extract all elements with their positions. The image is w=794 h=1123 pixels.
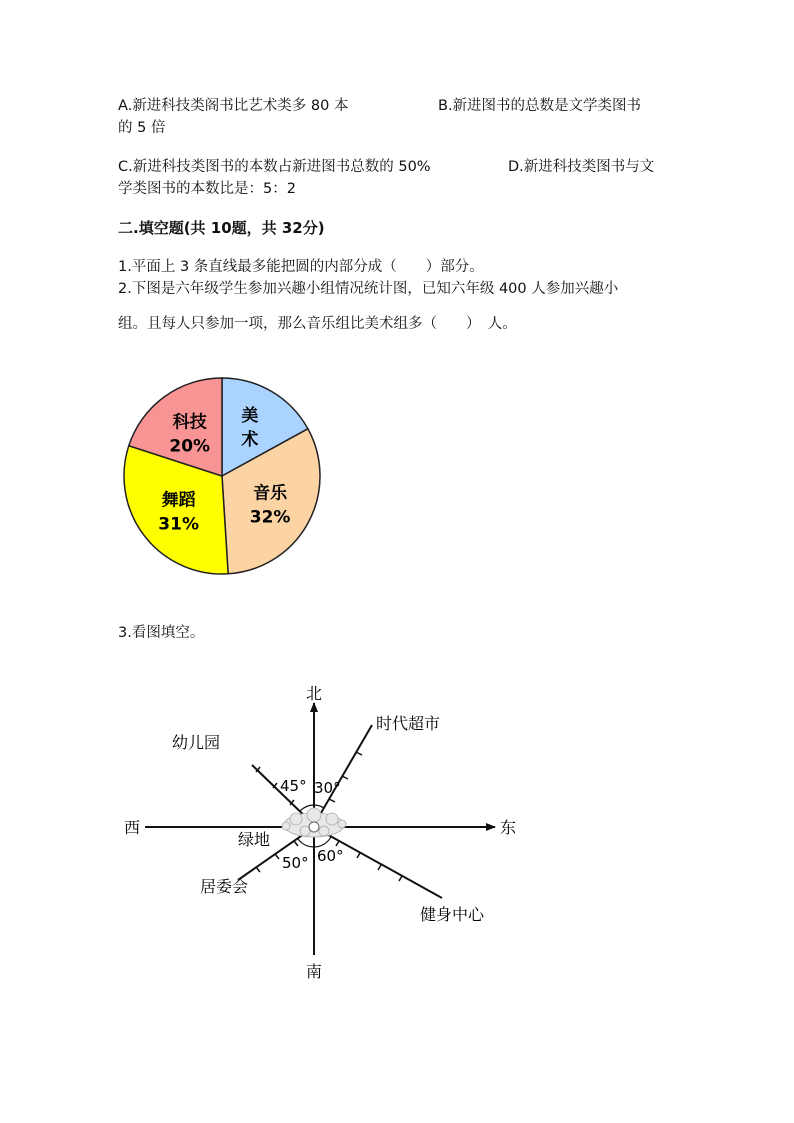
direction-map xyxy=(110,675,530,990)
question-3: 3.看图填空。 xyxy=(118,625,205,641)
pie-percent-3: 20% xyxy=(169,436,211,457)
place-fitness: 健身中心 xyxy=(420,905,485,924)
center-label: 绿地 xyxy=(238,830,271,849)
pie-label-2: 舞蹈 xyxy=(161,490,196,511)
place-committee: 居委会 xyxy=(200,877,249,896)
question-1: 1.平面上 3 条直线最多能把圆的内部分成（ ）部分。 xyxy=(118,259,484,275)
place-supermarket: 时代超市 xyxy=(376,714,441,733)
section-heading: 二.填空题(共 10题，共 32分) xyxy=(118,219,325,237)
place-kindergarten: 幼儿园 xyxy=(172,733,221,752)
option-a-line2: 的 5 倍 xyxy=(118,120,166,136)
angle-supermarket: 30° xyxy=(314,779,341,797)
pie-label-0-char-0: 美 xyxy=(241,405,259,426)
option-c: C.新进科技类图书的本数占新进图书总数的 50% xyxy=(118,159,431,175)
pie-label-1: 音乐 xyxy=(253,483,288,504)
ray-supermarket xyxy=(314,725,372,825)
north-label: 北 xyxy=(305,684,323,703)
arc-fitness xyxy=(314,837,331,847)
west-label: 西 xyxy=(124,818,141,837)
option-b: B.新进图书的总数是文学类图书 xyxy=(438,98,642,114)
question-2-line2: 组。且每人只参加一项，那么音乐组比美术组多（ ） 人。 xyxy=(118,316,517,332)
angle-committee: 50° xyxy=(282,854,309,872)
pie-label-3: 科技 xyxy=(172,412,207,433)
question-2-line1: 2.下图是六年级学生参加兴趣小组情况统计图，已知六年级 400 人参加兴趣小 xyxy=(118,281,619,297)
angle-fitness: 60° xyxy=(317,847,344,865)
east-label: 东 xyxy=(500,818,517,837)
arc-committee xyxy=(298,839,314,847)
center-point xyxy=(309,822,319,832)
option-a-line1: A.新进科技类阁书比艺术类多 80 本 xyxy=(118,98,349,114)
south-label: 南 xyxy=(305,962,323,981)
arc-supermarket xyxy=(314,805,324,808)
pie-percent-2: 31% xyxy=(158,514,199,535)
option-d-line1: D.新进科技类图书与文 xyxy=(508,159,655,175)
pie-percent-1: 32% xyxy=(249,507,291,528)
option-d-line2: 学类图书的本数比是：5：2 xyxy=(118,181,296,197)
pie-label-0-char-1: 术 xyxy=(241,429,259,450)
pie-chart xyxy=(118,370,328,582)
angle-kindergarten: 45° xyxy=(280,777,307,795)
